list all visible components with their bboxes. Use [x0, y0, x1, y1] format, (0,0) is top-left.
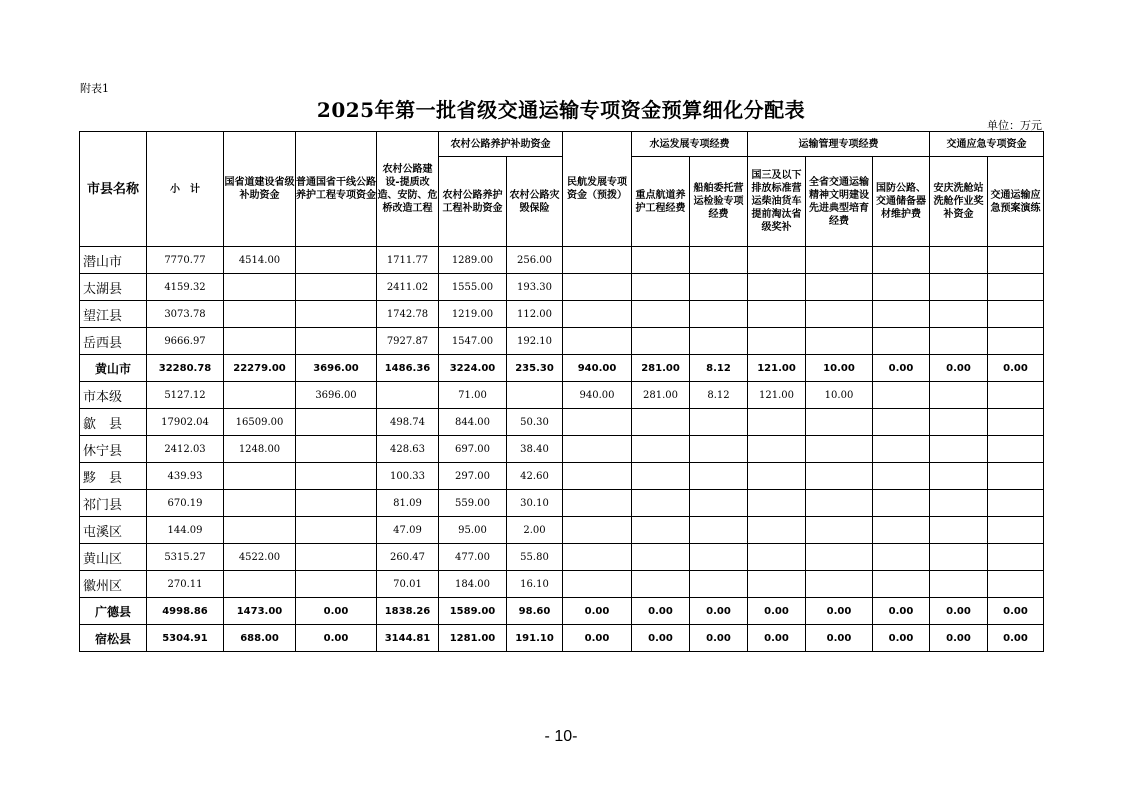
cell-civilization: 0.00 [806, 625, 873, 652]
cell-emergency-drill: 0.00 [988, 625, 1044, 652]
cell-civil-aviation [563, 409, 632, 436]
cell-ship-inspection [690, 544, 748, 571]
cell-rural-construction: 1742.78 [377, 301, 439, 328]
cell-defense [873, 274, 930, 301]
cell-ship-inspection [690, 490, 748, 517]
cell-rural-construction: 47.09 [377, 517, 439, 544]
cell-washing-station [930, 409, 988, 436]
cell-emergency-drill [988, 436, 1044, 463]
cell-washing-station [930, 463, 988, 490]
cell-ship-inspection [690, 301, 748, 328]
cell-rural-disaster: 42.60 [507, 463, 563, 490]
cell-civil-aviation [563, 463, 632, 490]
header-rural-group: 农村公路养护补助资金 [439, 132, 563, 157]
cell-trunk-maintenance [296, 544, 377, 571]
cell-subtotal: 7770.77 [147, 247, 224, 274]
cell-washing-station [930, 328, 988, 355]
cell-rural-construction: 2411.02 [377, 274, 439, 301]
header-transport-group: 运输管理专项经费 [748, 132, 930, 157]
cell-rural-disaster: 235.30 [507, 355, 563, 382]
cell-rural-disaster: 50.30 [507, 409, 563, 436]
cell-rural-disaster: 16.10 [507, 571, 563, 598]
cell-rural-maintenance: 477.00 [439, 544, 507, 571]
cell-washing-station [930, 490, 988, 517]
cell-rural-construction: 1711.77 [377, 247, 439, 274]
cell-ship-inspection [690, 274, 748, 301]
cell-washing-station [930, 517, 988, 544]
cell-civilization [806, 409, 873, 436]
cell-emergency-drill [988, 247, 1044, 274]
cell-national-road: 22279.00 [224, 355, 296, 382]
header-name: 市县名称 [80, 132, 147, 247]
cell-name: 岳西县 [80, 328, 147, 355]
cell-diesel-truck [748, 328, 806, 355]
cell-subtotal: 32280.78 [147, 355, 224, 382]
cell-civilization [806, 274, 873, 301]
cell-subtotal: 2412.03 [147, 436, 224, 463]
cell-civil-aviation [563, 517, 632, 544]
cell-civil-aviation [563, 328, 632, 355]
cell-defense: 0.00 [873, 355, 930, 382]
cell-ship-inspection [690, 571, 748, 598]
cell-national-road: 16509.00 [224, 409, 296, 436]
cell-national-road [224, 463, 296, 490]
table-row [80, 463, 1044, 490]
cell-rural-maintenance: 697.00 [439, 436, 507, 463]
cell-rural-disaster: 191.10 [507, 625, 563, 652]
cell-trunk-maintenance [296, 571, 377, 598]
header-diesel-truck: 国三及以下排放标准营运柴油货车提前淘汰省级奖补 [748, 157, 806, 247]
header-washing-station: 安庆洗舱站洗舱作业奖补资金 [930, 157, 988, 247]
cell-name: 歙 县 [80, 409, 147, 436]
cell-washing-station [930, 274, 988, 301]
cell-name: 市本级 [80, 382, 147, 409]
cell-emergency-drill [988, 301, 1044, 328]
table-header [80, 132, 1044, 247]
cell-national-road [224, 274, 296, 301]
cell-rural-construction: 3144.81 [377, 625, 439, 652]
cell-national-road: 688.00 [224, 625, 296, 652]
cell-civil-aviation: 0.00 [563, 598, 632, 625]
cell-national-road: 4522.00 [224, 544, 296, 571]
cell-name: 屯溪区 [80, 517, 147, 544]
cell-waterway [632, 274, 690, 301]
header-subtotal: 小 计 [147, 132, 224, 247]
cell-trunk-maintenance: 0.00 [296, 598, 377, 625]
cell-rural-maintenance: 297.00 [439, 463, 507, 490]
cell-subtotal: 5304.91 [147, 625, 224, 652]
cell-rural-construction [377, 382, 439, 409]
header-civilization: 全省交通运输精神文明建设先进典型培育经费 [806, 157, 873, 247]
cell-name: 黄山市 [80, 355, 147, 382]
cell-rural-construction: 428.63 [377, 436, 439, 463]
header-rural-disaster: 农村公路灾毁保险 [507, 157, 563, 247]
cell-subtotal: 9666.97 [147, 328, 224, 355]
cell-emergency-drill [988, 490, 1044, 517]
cell-name: 宿松县 [80, 625, 147, 652]
cell-washing-station: 0.00 [930, 625, 988, 652]
cell-defense: 0.00 [873, 625, 930, 652]
cell-diesel-truck [748, 274, 806, 301]
cell-waterway [632, 247, 690, 274]
cell-civil-aviation: 940.00 [563, 382, 632, 409]
cell-name: 休宁县 [80, 436, 147, 463]
cell-emergency-drill: 0.00 [988, 598, 1044, 625]
table-row [80, 247, 1044, 274]
cell-waterway [632, 571, 690, 598]
cell-ship-inspection: 8.12 [690, 382, 748, 409]
cell-civil-aviation: 940.00 [563, 355, 632, 382]
cell-national-road [224, 301, 296, 328]
cell-defense [873, 517, 930, 544]
cell-subtotal: 4998.86 [147, 598, 224, 625]
cell-emergency-drill [988, 328, 1044, 355]
cell-washing-station [930, 301, 988, 328]
cell-waterway [632, 517, 690, 544]
header-trunk-maintenance: 普通国省干线公路养护工程专项资金 [296, 132, 377, 247]
cell-subtotal: 17902.04 [147, 409, 224, 436]
cell-waterway [632, 463, 690, 490]
cell-diesel-truck [748, 436, 806, 463]
cell-civil-aviation [563, 274, 632, 301]
table-row [80, 490, 1044, 517]
cell-trunk-maintenance [296, 436, 377, 463]
cell-civil-aviation [563, 571, 632, 598]
header-emergency-drill: 交通运输应急预案演练 [988, 157, 1044, 247]
cell-name: 广德县 [80, 598, 147, 625]
cell-subtotal: 670.19 [147, 490, 224, 517]
cell-trunk-maintenance [296, 247, 377, 274]
cell-diesel-truck [748, 247, 806, 274]
cell-ship-inspection: 0.00 [690, 625, 748, 652]
cell-subtotal: 4159.32 [147, 274, 224, 301]
cell-rural-construction: 7927.87 [377, 328, 439, 355]
cell-ship-inspection [690, 436, 748, 463]
cell-rural-maintenance: 95.00 [439, 517, 507, 544]
cell-civilization [806, 463, 873, 490]
cell-waterway: 281.00 [632, 355, 690, 382]
cell-diesel-truck: 0.00 [748, 625, 806, 652]
cell-defense: 0.00 [873, 598, 930, 625]
cell-rural-maintenance: 1547.00 [439, 328, 507, 355]
cell-trunk-maintenance [296, 301, 377, 328]
cell-name: 潜山市 [80, 247, 147, 274]
header-rural-construction: 农村公路建设-提质改造、安防、危桥改造工程 [377, 132, 439, 247]
cell-waterway [632, 409, 690, 436]
cell-diesel-truck: 121.00 [748, 355, 806, 382]
cell-trunk-maintenance [296, 328, 377, 355]
cell-defense [873, 490, 930, 517]
cell-trunk-maintenance: 3696.00 [296, 355, 377, 382]
cell-civilization [806, 328, 873, 355]
table-row [80, 328, 1044, 355]
cell-rural-maintenance: 1219.00 [439, 301, 507, 328]
cell-waterway [632, 544, 690, 571]
cell-trunk-maintenance: 0.00 [296, 625, 377, 652]
cell-emergency-drill [988, 409, 1044, 436]
cell-civilization: 10.00 [806, 382, 873, 409]
cell-subtotal: 144.09 [147, 517, 224, 544]
header-ship-inspection: 船舶委托营运检验专项经费 [690, 157, 748, 247]
cell-diesel-truck: 121.00 [748, 382, 806, 409]
header-waterway: 重点航道养护工程经费 [632, 157, 690, 247]
cell-defense [873, 247, 930, 274]
cell-washing-station: 0.00 [930, 355, 988, 382]
cell-civil-aviation [563, 544, 632, 571]
cell-rural-construction: 81.09 [377, 490, 439, 517]
summary-row [80, 598, 1044, 625]
header-civil-aviation: 民航发展专项资金（预拨） [563, 132, 632, 247]
cell-rural-maintenance: 184.00 [439, 571, 507, 598]
cell-trunk-maintenance [296, 409, 377, 436]
cell-emergency-drill: 0.00 [988, 355, 1044, 382]
cell-diesel-truck [748, 301, 806, 328]
cell-washing-station [930, 247, 988, 274]
cell-rural-construction: 70.01 [377, 571, 439, 598]
cell-rural-maintenance: 3224.00 [439, 355, 507, 382]
cell-washing-station [930, 571, 988, 598]
cell-emergency-drill [988, 274, 1044, 301]
cell-washing-station [930, 436, 988, 463]
cell-subtotal: 270.11 [147, 571, 224, 598]
cell-defense [873, 301, 930, 328]
cell-rural-disaster: 112.00 [507, 301, 563, 328]
cell-rural-disaster: 193.30 [507, 274, 563, 301]
table-row [80, 382, 1044, 409]
cell-civilization [806, 436, 873, 463]
cell-waterway [632, 301, 690, 328]
cell-defense [873, 328, 930, 355]
header-water-group: 水运发展专项经费 [632, 132, 748, 157]
cell-name: 黟 县 [80, 463, 147, 490]
cell-diesel-truck [748, 517, 806, 544]
cell-rural-construction: 1486.36 [377, 355, 439, 382]
cell-defense [873, 382, 930, 409]
cell-rural-disaster: 256.00 [507, 247, 563, 274]
table-row [80, 544, 1044, 571]
table-row [80, 436, 1044, 463]
cell-washing-station [930, 382, 988, 409]
cell-rural-maintenance: 559.00 [439, 490, 507, 517]
cell-ship-inspection: 0.00 [690, 598, 748, 625]
cell-trunk-maintenance [296, 463, 377, 490]
cell-trunk-maintenance [296, 517, 377, 544]
cell-defense [873, 544, 930, 571]
unit-label: 单位：万元 [987, 119, 1042, 132]
cell-civilization [806, 544, 873, 571]
cell-name: 黄山区 [80, 544, 147, 571]
cell-national-road [224, 517, 296, 544]
cell-rural-disaster: 2.00 [507, 517, 563, 544]
cell-trunk-maintenance [296, 274, 377, 301]
cell-national-road: 1473.00 [224, 598, 296, 625]
cell-national-road [224, 490, 296, 517]
cell-national-road: 4514.00 [224, 247, 296, 274]
cell-rural-maintenance: 1289.00 [439, 247, 507, 274]
table-row [80, 409, 1044, 436]
cell-rural-construction: 260.47 [377, 544, 439, 571]
cell-waterway: 0.00 [632, 625, 690, 652]
table-body [80, 247, 1044, 652]
cell-trunk-maintenance: 3696.00 [296, 382, 377, 409]
cell-emergency-drill [988, 571, 1044, 598]
cell-national-road [224, 382, 296, 409]
cell-civil-aviation [563, 436, 632, 463]
cell-washing-station [930, 544, 988, 571]
cell-name: 望江县 [80, 301, 147, 328]
cell-rural-construction: 100.33 [377, 463, 439, 490]
header-national-road: 国省道建设省级补助资金 [224, 132, 296, 247]
cell-diesel-truck [748, 409, 806, 436]
table-row [80, 517, 1044, 544]
cell-civilization [806, 301, 873, 328]
appendix-label: 附表1 [80, 82, 109, 95]
cell-civilization: 0.00 [806, 598, 873, 625]
cell-trunk-maintenance [296, 490, 377, 517]
cell-national-road [224, 328, 296, 355]
cell-name: 祁门县 [80, 490, 147, 517]
cell-diesel-truck [748, 490, 806, 517]
cell-waterway [632, 436, 690, 463]
cell-rural-disaster: 192.10 [507, 328, 563, 355]
cell-waterway: 281.00 [632, 382, 690, 409]
cell-emergency-drill [988, 517, 1044, 544]
cell-rural-disaster: 38.40 [507, 436, 563, 463]
cell-diesel-truck [748, 463, 806, 490]
summary-row [80, 355, 1044, 382]
cell-rural-maintenance: 844.00 [439, 409, 507, 436]
cell-name: 徽州区 [80, 571, 147, 598]
cell-rural-disaster: 98.60 [507, 598, 563, 625]
cell-rural-disaster: 30.10 [507, 490, 563, 517]
cell-national-road: 1248.00 [224, 436, 296, 463]
cell-rural-construction: 498.74 [377, 409, 439, 436]
cell-defense [873, 463, 930, 490]
cell-emergency-drill [988, 463, 1044, 490]
page-title: 2025年第一批省级交通运输专项资金预算细化分配表 [316, 98, 806, 122]
cell-name: 太湖县 [80, 274, 147, 301]
header-defense: 国防公路、交通储备器材维护费 [873, 157, 930, 247]
cell-rural-construction: 1838.26 [377, 598, 439, 625]
table-row [80, 571, 1044, 598]
cell-defense [873, 409, 930, 436]
cell-civilization [806, 490, 873, 517]
cell-ship-inspection [690, 463, 748, 490]
cell-diesel-truck: 0.00 [748, 598, 806, 625]
cell-subtotal: 5127.12 [147, 382, 224, 409]
cell-diesel-truck [748, 571, 806, 598]
cell-subtotal: 5315.27 [147, 544, 224, 571]
cell-ship-inspection [690, 517, 748, 544]
cell-waterway [632, 328, 690, 355]
header-rural-maintenance: 农村公路养护工程补助资金 [439, 157, 507, 247]
cell-civilization [806, 517, 873, 544]
cell-rural-maintenance: 1589.00 [439, 598, 507, 625]
cell-rural-disaster [507, 382, 563, 409]
cell-waterway [632, 490, 690, 517]
cell-emergency-drill [988, 382, 1044, 409]
cell-emergency-drill [988, 544, 1044, 571]
cell-civil-aviation [563, 490, 632, 517]
cell-defense [873, 436, 930, 463]
cell-civil-aviation [563, 247, 632, 274]
page-number: - 10- [544, 728, 578, 745]
cell-rural-maintenance: 1281.00 [439, 625, 507, 652]
header-emergency-group: 交通应急专项资金 [930, 132, 1044, 157]
cell-washing-station: 0.00 [930, 598, 988, 625]
cell-civilization [806, 247, 873, 274]
cell-defense [873, 571, 930, 598]
cell-rural-maintenance: 71.00 [439, 382, 507, 409]
cell-ship-inspection [690, 409, 748, 436]
cell-waterway: 0.00 [632, 598, 690, 625]
cell-ship-inspection: 8.12 [690, 355, 748, 382]
cell-subtotal: 439.93 [147, 463, 224, 490]
table-row [80, 301, 1044, 328]
cell-ship-inspection [690, 247, 748, 274]
cell-civilization: 10.00 [806, 355, 873, 382]
cell-rural-maintenance: 1555.00 [439, 274, 507, 301]
cell-civilization [806, 571, 873, 598]
cell-rural-disaster: 55.80 [507, 544, 563, 571]
budget-table [79, 131, 1044, 652]
cell-diesel-truck [748, 544, 806, 571]
cell-national-road [224, 571, 296, 598]
summary-row [80, 625, 1044, 652]
table-row [80, 274, 1044, 301]
cell-ship-inspection [690, 328, 748, 355]
cell-civil-aviation [563, 301, 632, 328]
cell-civil-aviation: 0.00 [563, 625, 632, 652]
cell-subtotal: 3073.78 [147, 301, 224, 328]
